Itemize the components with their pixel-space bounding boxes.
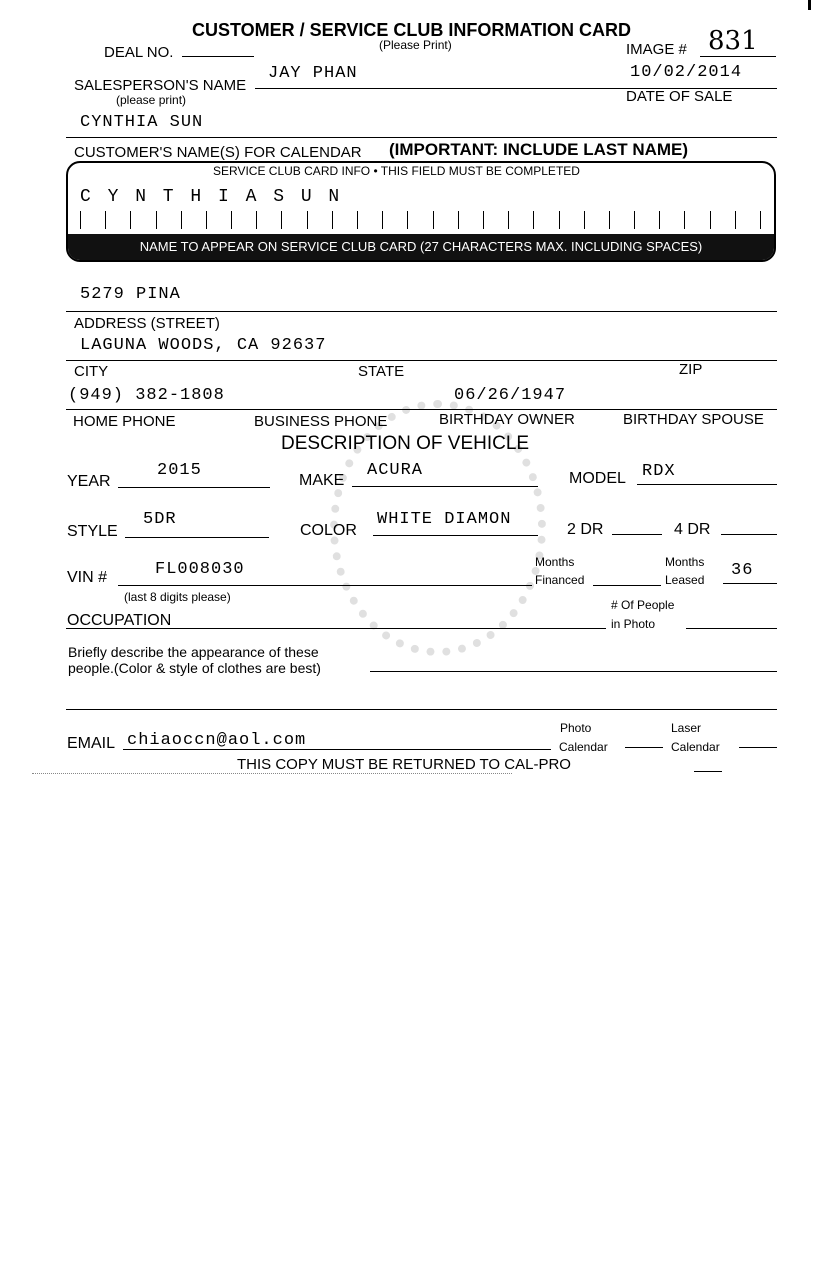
months-leased-label-2: Leased — [665, 573, 705, 587]
calendar-name-label: CUSTOMER'S NAME(S) FOR CALENDAR — [74, 144, 362, 161]
laser-calendar-field[interactable] — [739, 747, 777, 748]
important-note: (IMPORTANT: INCLUDE LAST NAME) — [389, 140, 689, 159]
character-cell-divider — [458, 211, 459, 229]
date-of-sale-label: DATE OF SALE — [626, 88, 733, 105]
model-underline — [637, 484, 777, 485]
months-leased-underline — [723, 583, 777, 584]
city-value[interactable]: LAGUNA WOODS, CA 92637 — [80, 336, 327, 355]
city-underline — [66, 360, 777, 361]
form-subtitle: (Please Print) — [379, 38, 452, 52]
laser-calendar-label-1: Laser — [671, 721, 702, 735]
occupation-label: OCCUPATION — [67, 612, 172, 629]
months-financed-field[interactable] — [593, 585, 661, 586]
describe-label-1: Briefly describe the appearance of these — [68, 644, 319, 660]
deal-no-label: DEAL NO. — [104, 44, 174, 61]
photo-calendar-label-1: Photo — [560, 721, 592, 735]
months-financed-label-1: Months — [535, 555, 575, 569]
state-label: STATE — [358, 363, 405, 380]
color-label: COLOR — [300, 522, 357, 539]
calendar-name-value[interactable]: CYNTHIA SUN — [80, 113, 204, 132]
year-value[interactable]: 2015 — [157, 461, 202, 480]
image-number-label: IMAGE # — [626, 41, 687, 58]
photo-calendar-label-2: Calendar — [559, 740, 608, 754]
salesperson-value[interactable]: JAY PHAN — [268, 64, 358, 83]
people-in-photo-label-2: in Photo — [611, 617, 656, 631]
scan-artifact-line — [32, 773, 512, 774]
vehicle-section-title: DESCRIPTION OF VEHICLE — [281, 433, 530, 454]
service-club-header: SERVICE CLUB CARD INFO • THIS FIELD MUST BE COMPLETED — [213, 164, 580, 178]
character-cell-divider — [684, 211, 685, 229]
model-label: MODEL — [569, 470, 626, 487]
character-cell-divider — [231, 211, 232, 229]
style-value[interactable]: 5DR — [143, 510, 177, 529]
date-of-sale-value[interactable]: 10/02/2014 — [630, 63, 743, 82]
email-underline — [123, 749, 551, 750]
home-phone-value[interactable]: (949) 382-1808 — [68, 386, 225, 405]
character-cell-divider — [533, 211, 534, 229]
year-underline — [118, 487, 270, 488]
describe-label-2: people.(Color & style of clothes are best) — [68, 660, 321, 676]
return-note-mark — [694, 771, 722, 772]
character-cell-divider — [659, 211, 660, 229]
email-label: EMAIL — [67, 735, 116, 752]
birthday-owner-label: BIRTHDAY OWNER — [439, 411, 575, 428]
describe-field-2[interactable] — [66, 709, 777, 710]
character-cell-divider — [559, 211, 560, 229]
form-title: CUSTOMER / SERVICE CLUB INFORMATION CARD — [192, 20, 632, 40]
street-value[interactable]: 5279 PINA — [80, 285, 181, 304]
occupation-field[interactable] — [66, 628, 606, 629]
business-phone-label: BUSINESS PHONE — [254, 413, 388, 430]
deal-no-field[interactable] — [182, 56, 254, 57]
make-underline — [352, 486, 538, 487]
character-cell-divider — [407, 211, 408, 229]
character-cell-divider — [382, 211, 383, 229]
character-cell-divider — [80, 211, 81, 229]
character-cell-divider — [483, 211, 484, 229]
character-cell-divider — [281, 211, 282, 229]
four-door-field[interactable] — [721, 534, 777, 535]
make-value[interactable]: ACURA — [367, 461, 424, 480]
color-underline — [373, 535, 538, 536]
people-in-photo-label-1: # Of People — [611, 598, 675, 612]
character-cell-divider — [181, 211, 182, 229]
city-label: CITY — [74, 363, 109, 380]
months-financed-label-2: Financed — [535, 573, 585, 587]
character-cell-divider — [256, 211, 257, 229]
vin-value[interactable]: FL008030 — [155, 560, 245, 579]
calendar-name-underline — [66, 137, 777, 138]
months-leased-label-1: Months — [665, 555, 705, 569]
vin-label: VIN # — [67, 569, 108, 586]
home-phone-label: HOME PHONE — [73, 413, 176, 430]
salesperson-sublabel: (please print) — [116, 93, 187, 107]
scan-edge-mark — [808, 0, 811, 10]
people-in-photo-field[interactable] — [686, 628, 777, 629]
describe-field[interactable] — [370, 671, 777, 672]
image-number-underline — [700, 56, 776, 57]
model-value[interactable]: RDX — [642, 462, 676, 481]
character-cell-divider — [433, 211, 434, 229]
character-cell-divider — [710, 211, 711, 229]
service-club-footer: NAME TO APPEAR ON SERVICE CLUB CARD (27 CHARACTERS MAX. INCLUDING SPACES) — [68, 234, 774, 260]
image-number-value: 831 — [708, 26, 758, 56]
street-underline — [66, 311, 777, 312]
character-cell-divider — [130, 211, 131, 229]
photo-calendar-field[interactable] — [625, 747, 663, 748]
return-note: THIS COPY MUST BE RETURNED TO CAL-PRO — [237, 756, 571, 773]
character-cell-divider — [332, 211, 333, 229]
style-label: STYLE — [67, 523, 118, 540]
zip-label: ZIP — [679, 361, 703, 378]
character-cell-divider — [307, 211, 308, 229]
months-leased-value[interactable]: 36 — [731, 561, 754, 580]
laser-calendar-label-2: Calendar — [671, 740, 720, 754]
character-cell-divider — [508, 211, 509, 229]
character-cell-divider — [584, 211, 585, 229]
vin-underline — [118, 585, 532, 586]
birthday-owner-value[interactable]: 06/26/1947 — [454, 386, 567, 405]
email-value[interactable]: chiaoccn@aol.com — [127, 731, 307, 750]
character-cell-divider — [634, 211, 635, 229]
two-door-label: 2 DR — [567, 521, 604, 538]
birthday-spouse-label: BIRTHDAY SPOUSE — [623, 411, 764, 428]
street-label: ADDRESS (STREET) — [74, 315, 220, 332]
four-door-label: 4 DR — [674, 521, 711, 538]
character-cell-divider — [357, 211, 358, 229]
vin-hint: (last 8 digits please) — [124, 590, 231, 604]
two-door-field[interactable] — [612, 534, 662, 535]
character-cell-divider — [105, 211, 106, 229]
character-cell-divider — [735, 211, 736, 229]
style-underline — [125, 537, 269, 538]
salesperson-label: SALESPERSON'S NAME — [74, 77, 247, 94]
character-cell-divider — [206, 211, 207, 229]
character-cell-divider — [609, 211, 610, 229]
year-label: YEAR — [67, 473, 111, 490]
color-value[interactable]: WHITE DIAMON — [377, 510, 512, 529]
service-club-name-value[interactable]: C Y N T H I A S U N — [80, 187, 343, 207]
make-label: MAKE — [299, 472, 345, 489]
service-club-box — [66, 161, 776, 262]
character-cell-divider — [156, 211, 157, 229]
character-cell-divider — [760, 211, 761, 229]
